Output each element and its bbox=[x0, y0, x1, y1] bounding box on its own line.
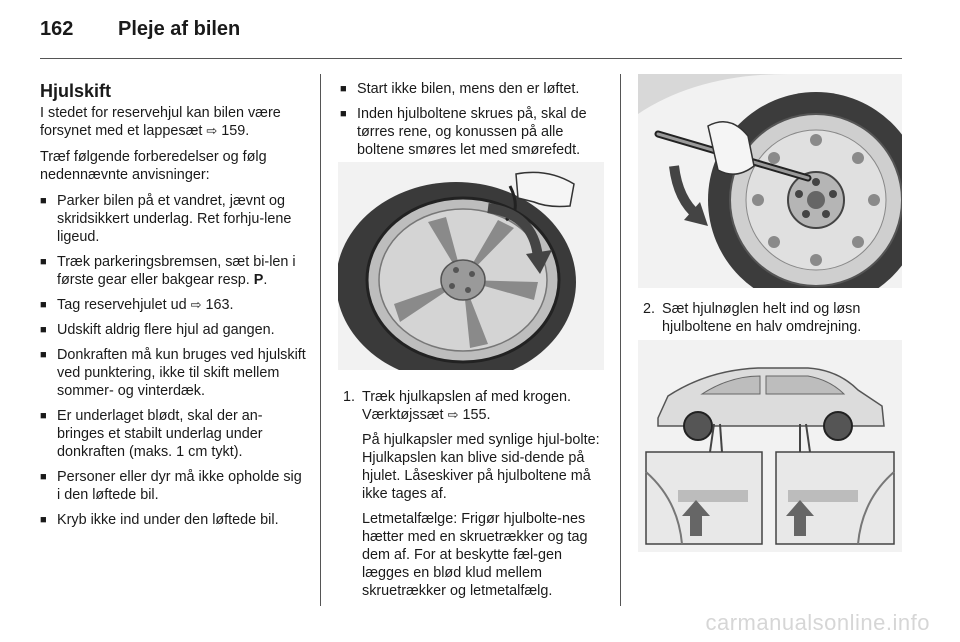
ref-arrow-icon: ⇨ bbox=[206, 123, 218, 138]
list-item-text: Donkraften må kun bruges ved hjulskift ved punktering, ikke til skift mellem sommer- og vinterdæk. bbox=[57, 347, 306, 399]
step-subparagraph: Letmetalfælge: Frigør hjulbolte-nes hætter med en skruetrækker og tag dem af. For at beskytte fæl-gen lægges en blød klud mellem skruetrækker og letmetalfælg. bbox=[362, 511, 588, 599]
list-item-text: Personer eller dyr må ikke opholde sig i den løftede bil. bbox=[57, 469, 302, 503]
watermark: carmanualsonline.info bbox=[705, 610, 930, 635]
list-item-text: Træk parkeringsbremsen, sæt bi-len i første gear eller bakgear resp. bbox=[57, 254, 296, 288]
right-column-steps bbox=[640, 300, 902, 344]
step-item bbox=[340, 388, 608, 600]
ref-link[interactable]: 155. bbox=[462, 407, 491, 423]
list-item bbox=[340, 105, 608, 159]
section-heading: Hjulskift bbox=[40, 81, 112, 101]
column-divider-left bbox=[320, 74, 321, 606]
list-item bbox=[40, 192, 308, 246]
prep-paragraph: Træf følgende forberedelser og følg nedennævnte anvisninger: bbox=[40, 149, 267, 183]
wheel-wrench-illustration bbox=[638, 74, 902, 288]
step-item bbox=[640, 300, 902, 336]
list-item bbox=[40, 511, 308, 529]
list-item bbox=[40, 321, 308, 339]
step-list bbox=[640, 300, 902, 336]
precaution-list bbox=[40, 192, 308, 529]
safety-list bbox=[340, 80, 608, 159]
step-number: 1. bbox=[343, 389, 356, 405]
page-title: Pleje af bilen bbox=[118, 18, 241, 40]
list-item bbox=[340, 80, 608, 98]
step-text: Træk hjulkapslen af med krogen. Værktøjssæt bbox=[362, 389, 572, 423]
ref-link[interactable]: 163. bbox=[205, 297, 234, 313]
header-rule bbox=[40, 58, 902, 59]
list-item bbox=[40, 253, 308, 289]
jacking-points-illustration bbox=[638, 340, 902, 552]
list-item-text: Inden hjulboltene skrues på, skal de tørres rene, og konussen på alle boltene smøres let med smørefedt. bbox=[357, 106, 587, 158]
list-item-text: Er underlaget blødt, skal der an-bringes et stabilt underlag under donkraften (maks. 1 cm tykt). bbox=[57, 408, 263, 460]
gear-position-p: P bbox=[253, 272, 264, 288]
intro-ref-link[interactable]: 159. bbox=[221, 123, 250, 139]
list-item bbox=[40, 407, 308, 461]
ref-arrow-icon: ⇨ bbox=[447, 407, 459, 422]
list-item-text: Udskift aldrig flere hjul ad gangen. bbox=[57, 322, 275, 338]
hubcap-removal-illustration bbox=[338, 162, 604, 370]
intro-paragraph bbox=[40, 104, 308, 140]
list-item-text: Kryb ikke ind under den løftede bil. bbox=[57, 512, 279, 528]
step-list bbox=[340, 388, 608, 600]
list-item-text: Tag reservehjulet ud bbox=[57, 297, 187, 313]
step-subparagraph: På hjulkapsler med synlige hjul-bolte: Hjulkapslen kan blive sid-dende på hjulet. Låseskiver på hjulboltene må ikke tages af. bbox=[362, 432, 600, 502]
column-divider-right bbox=[620, 74, 621, 606]
step-number: 2. bbox=[643, 301, 656, 317]
middle-column bbox=[340, 80, 608, 166]
list-item-text: Start ikke bilen, mens den er løftet. bbox=[357, 81, 580, 97]
middle-column-steps bbox=[340, 388, 608, 608]
list-item-text: Parker bilen på et vandret, jævnt og skridsikkert underlag. Ret forhju-lene ligeud. bbox=[57, 193, 292, 245]
intro-text: I stedet for reservehjul kan bilen være forsynet med et lappesæt bbox=[40, 105, 281, 139]
ref-arrow-icon: ⇨ bbox=[190, 297, 202, 312]
list-item bbox=[40, 468, 308, 504]
page-number: 162 bbox=[40, 18, 74, 40]
list-item-suffix: . bbox=[263, 272, 268, 288]
left-column bbox=[40, 80, 308, 536]
list-item bbox=[40, 296, 308, 314]
list-item bbox=[40, 346, 308, 400]
step-text: Sæt hjulnøglen helt ind og løsn hjulboltene en halv omdrejning. bbox=[662, 301, 862, 335]
